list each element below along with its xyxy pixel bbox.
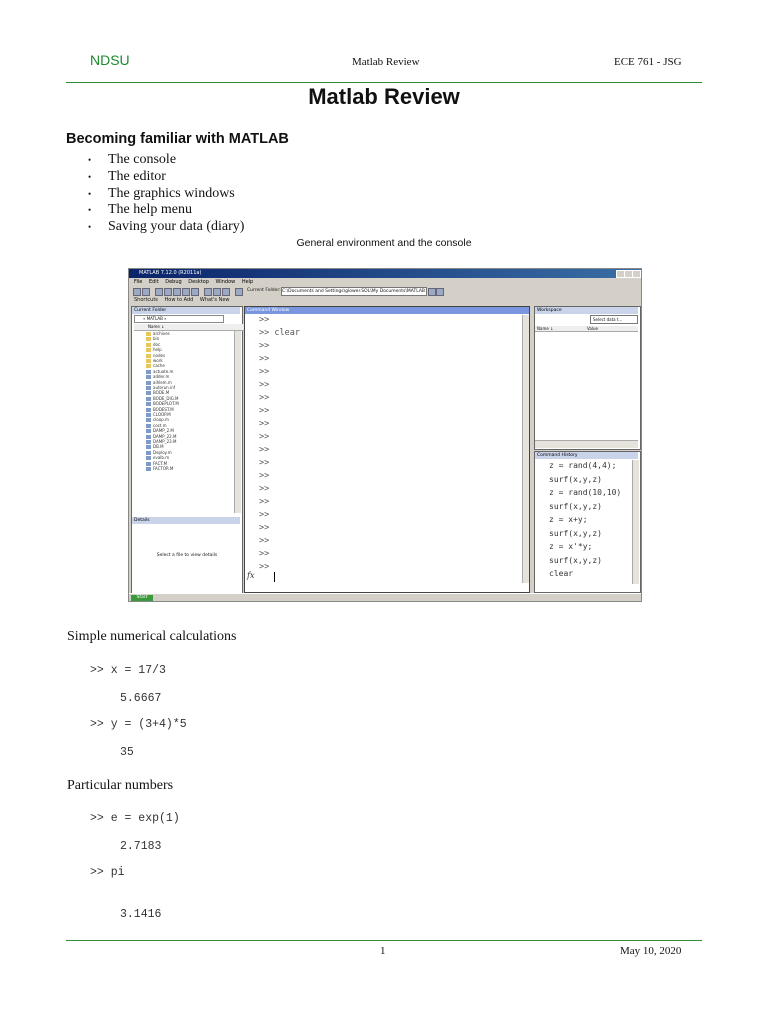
history-entry: z = x+y; — [549, 515, 588, 524]
file-icon — [146, 418, 151, 422]
help-icon — [235, 288, 243, 296]
file-icon — [146, 408, 151, 412]
file-icon — [146, 413, 151, 417]
file-name: aihlem.m — [153, 379, 172, 385]
folder-icon — [146, 359, 151, 363]
file-icon — [146, 429, 151, 433]
file-name: DAMP_2.M — [153, 428, 174, 434]
menu-desktop: Desktop — [188, 279, 209, 285]
page-number: 1 — [380, 945, 386, 957]
current-folder-label: Current Folder: — [247, 288, 281, 293]
command-line: >> clear — [259, 328, 300, 338]
history-entry: surf(x,y,z) — [549, 555, 602, 565]
history-scrollbar — [632, 460, 639, 584]
shortcuts-bar — [129, 296, 641, 304]
command-line: >> — [259, 380, 270, 390]
matlab-menu-bar — [129, 278, 641, 286]
fx-icon: fx — [247, 571, 255, 580]
command-line: >> — [259, 471, 270, 481]
command-line: >> — [259, 419, 270, 429]
command-history-header: Command History — [535, 452, 638, 459]
command-line: >> — [259, 536, 270, 546]
folder-icon — [146, 337, 151, 341]
shortcuts-label: Shortcuts — [134, 297, 158, 303]
history-entry: surf(x,y,z) — [549, 528, 602, 538]
file-name: adder.m — [153, 374, 170, 380]
simulink-icon — [204, 288, 212, 296]
command-line: >> — [259, 484, 270, 494]
header-doc-title: Matlab Review — [352, 56, 420, 68]
file-name: evalb.m — [153, 455, 170, 461]
command-line: >> — [259, 549, 270, 559]
header-rule — [66, 82, 702, 83]
code-output: 5.6667 — [120, 692, 162, 705]
file-name: cache — [153, 363, 165, 369]
bullet-item: • The graphics windows — [86, 186, 244, 203]
command-line: >> — [259, 341, 270, 351]
guide-icon — [213, 288, 221, 296]
menu-edit: Edit — [148, 279, 159, 285]
file-name: doc — [153, 341, 161, 347]
current-folder-pane — [131, 306, 243, 596]
close-icon — [632, 270, 641, 278]
file-name: DAMP_23.M — [153, 439, 177, 444]
folder-nav-dropdown: « MATLAB » — [134, 315, 224, 323]
file-icon — [146, 386, 151, 390]
figure-caption: General environment and the console — [296, 237, 472, 249]
header-course: ECE 761 - JSG — [614, 56, 682, 68]
file-name: archives — [153, 331, 170, 336]
file-name: nodes — [153, 352, 166, 358]
file-name: bin — [153, 336, 160, 342]
section-heading: Becoming familiar with MATLAB — [66, 131, 289, 147]
file-icon — [146, 456, 151, 460]
file-icon — [146, 397, 151, 401]
current-folder-header: Current Folder — [132, 307, 240, 314]
file-name: BODEPLOT.M — [153, 401, 179, 407]
command-line: >> — [259, 315, 270, 325]
matlab-screenshot — [128, 268, 642, 602]
file-icon — [146, 370, 151, 374]
profiler-icon — [222, 288, 230, 296]
file-name: Deploy.m — [153, 449, 172, 455]
details-text: Select a file to view details — [156, 553, 218, 558]
history-entry: surf(x,y,z) — [549, 501, 602, 511]
history-entry: z = rand(10,10) — [549, 488, 622, 497]
file-name: CLOOP.M — [153, 412, 171, 417]
workspace-header: Workspace — [535, 307, 638, 314]
history-entry: z = rand(4,4); — [549, 461, 617, 470]
folder-column-header: Name ↓ — [134, 324, 246, 331]
code-command: >> e = exp(1) — [90, 812, 180, 825]
history-entry: surf(x,y,z) — [549, 474, 602, 484]
undo-icon — [182, 288, 190, 296]
file-name: BODEST.M — [153, 406, 174, 412]
file-name: help — [153, 347, 162, 353]
file-name: BODE_DIG.M — [153, 395, 179, 401]
file-icon — [146, 451, 151, 455]
command-line: >> — [259, 354, 270, 364]
workspace-hscrollbar — [535, 440, 638, 448]
menu-window: Window — [215, 279, 236, 285]
start-button: Start — [131, 595, 153, 601]
bullet-list — [86, 152, 244, 236]
how-to-add-link: How to Add — [164, 297, 194, 303]
folder-scrollbar — [234, 331, 241, 513]
menu-debug: Debug — [165, 279, 182, 285]
file-name: BODE.M — [153, 390, 170, 396]
footer-rule — [66, 940, 702, 941]
code-output: 2.7183 — [120, 840, 162, 853]
paste-icon — [173, 288, 181, 296]
file-icon — [146, 381, 151, 385]
code-output: 3.1416 — [120, 908, 162, 921]
command-line: >> — [259, 497, 270, 507]
command-line: >> — [259, 458, 270, 468]
file-name: DB.M — [153, 444, 164, 450]
file-name: FACTOR.M — [153, 466, 174, 471]
bullet-item: • The help menu — [86, 202, 244, 219]
command-line: >> — [259, 510, 270, 520]
code-command: >> x = 17/3 — [90, 664, 166, 677]
section-heading: Simple numerical calculations — [67, 629, 237, 644]
details-header: Details — [132, 517, 240, 524]
folder-icon — [146, 332, 151, 336]
command-cursor — [274, 572, 275, 582]
file-icon — [146, 467, 151, 471]
open-file-icon — [142, 288, 150, 296]
command-line: >> — [259, 367, 270, 377]
footer-date: May 10, 2020 — [620, 945, 682, 957]
folder-icon — [146, 364, 151, 368]
new-file-icon — [133, 288, 141, 296]
workspace-select-data: Select data t... — [590, 315, 638, 324]
command-line: >> — [259, 432, 270, 442]
whats-new-link: What's New — [199, 297, 230, 303]
command-line: >> — [259, 406, 270, 416]
redo-icon — [191, 288, 199, 296]
file-name: cloop.m — [153, 417, 169, 423]
file-list-item — [146, 466, 173, 471]
file-icon — [146, 462, 151, 466]
code-command: >> y = (3+4)*5 — [90, 718, 187, 731]
copy-icon — [164, 288, 172, 296]
menu-help: Help — [241, 279, 254, 285]
taskbar — [129, 593, 641, 602]
workspace-pane — [534, 306, 641, 450]
code-command: >> pi — [90, 866, 125, 879]
current-folder-path: C:\Documents and Settings\glower.SOL\My Documents\MATLAB — [282, 289, 426, 294]
command-line: >> — [259, 523, 270, 533]
header-org: NDSU — [90, 52, 130, 68]
file-icon — [146, 391, 151, 395]
file-name: FACT.M — [153, 460, 168, 466]
file-icon — [146, 445, 151, 449]
workspace-col-name: Name ↓ — [537, 326, 554, 331]
command-scrollbar — [522, 315, 529, 583]
workspace-columns — [535, 326, 638, 332]
menu-file: File — [134, 279, 143, 285]
matlab-window-title: MATLAB 7.12.0 (R2011a) — [139, 270, 202, 276]
command-window-header: Command Window — [245, 307, 529, 314]
file-name: work — [153, 358, 163, 363]
folder-icon — [146, 348, 151, 352]
page-title: Matlab Review — [308, 84, 460, 109]
code-output: 35 — [120, 746, 134, 759]
bullet-item: • The console — [86, 152, 244, 169]
bullet-item: • The editor — [86, 169, 244, 186]
file-name: autorun.inf — [153, 385, 176, 390]
file-icon — [146, 375, 151, 379]
file-name: actuate.m — [153, 368, 174, 374]
cut-icon — [155, 288, 163, 296]
matlab-title-bar — [129, 269, 641, 278]
section-heading: Particular numbers — [67, 778, 174, 793]
workspace-col-value: Value — [587, 326, 598, 331]
bullet-item: • Saving your data (diary) — [86, 219, 244, 236]
browse-folder-icon — [436, 288, 444, 296]
history-entry: clear — [549, 569, 574, 578]
folder-dropdown-icon — [428, 288, 436, 296]
file-name: DAMP_22.M — [153, 433, 177, 439]
file-icon — [146, 435, 151, 439]
history-entry: z = x'*y; — [549, 542, 593, 551]
command-line: >> — [259, 445, 270, 455]
command-history-pane — [534, 451, 641, 593]
file-icon — [146, 424, 151, 428]
command-line: >> — [259, 562, 270, 572]
file-icon — [146, 402, 151, 406]
file-name: cost.m — [153, 422, 167, 428]
folder-icon — [146, 354, 151, 358]
file-icon — [146, 440, 151, 444]
folder-icon — [146, 343, 151, 347]
command-window — [244, 306, 530, 593]
command-line: >> — [259, 393, 270, 403]
